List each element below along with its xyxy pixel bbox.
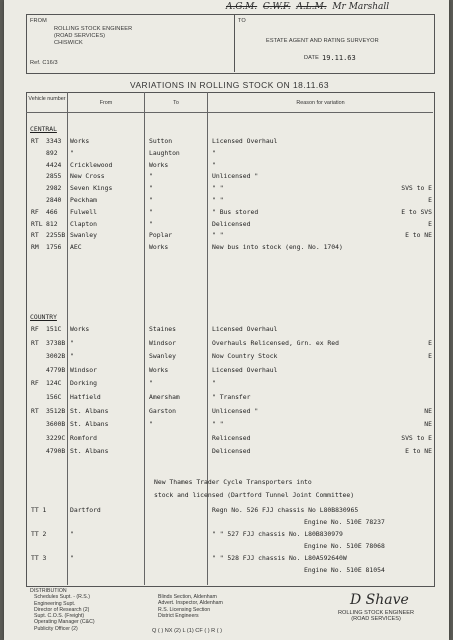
reason-cell: " " <box>212 420 224 429</box>
to-cell: " <box>149 379 153 388</box>
from-cell: St. Albans <box>70 420 109 429</box>
vehicle-number: 2855 <box>46 172 62 181</box>
col-header-reason: Reason for variation <box>296 100 345 106</box>
distribution-item: R.S. Licensing Section <box>158 606 211 613</box>
vehicle-number: 4790B <box>46 447 66 456</box>
section-country: COUNTRY <box>30 313 57 321</box>
right-code-cell: E to SVS <box>401 207 432 216</box>
reason-cell: Licensed Overhaul <box>212 365 278 374</box>
vehicle-number: 2840 <box>46 196 62 204</box>
from-cell: Seven Kings <box>70 184 113 193</box>
engine-cell: Engine No. 510E 78068 <box>304 542 385 550</box>
from-line-2: (ROAD SERVICES) <box>54 33 106 39</box>
handwritten-header-marks: A.G.M. C.W.F. A.L.M. Mr Marshall <box>226 2 390 12</box>
right-code-cell: E <box>428 338 432 347</box>
note-line-1: New Thames Trader Cycle Transporters into <box>154 478 312 486</box>
from-cell: Fulwell <box>70 207 97 216</box>
registration-cell: " " 527 FJJ chassis No. L80B830979 <box>212 530 343 538</box>
vehicle-prefix: RT <box>31 338 39 347</box>
distribution-item: District Engineers <box>158 612 199 619</box>
page-title: VARIATIONS IN ROLLING STOCK ON 18.11.63 <box>130 80 329 90</box>
signoff-line-1: ROLLING STOCK ENGINEER <box>338 610 415 616</box>
reason-cell: " Transfer <box>212 393 251 401</box>
reason-cell: Delicensed <box>212 447 251 456</box>
right-code-cell: E to NE <box>405 231 432 240</box>
vehicle-number: 3600B <box>46 420 66 429</box>
from-cell: " <box>70 148 74 157</box>
to-cell: " <box>149 420 153 429</box>
reason-cell: " <box>212 379 216 388</box>
right-code-cell: E <box>428 196 432 204</box>
from-line-3: CHISWICK <box>54 40 83 46</box>
to-cell: " <box>149 196 153 204</box>
date-label: DATE <box>304 55 319 61</box>
from-cell: Works <box>70 137 90 145</box>
to-cell: " <box>149 219 153 228</box>
vehicle-number: 1756 <box>46 243 62 252</box>
transporter-id: TT 2 <box>31 530 47 538</box>
distribution-item: Blinds Section, Aldenham <box>158 594 217 600</box>
to-cell: Sutton <box>149 137 173 145</box>
from-cell: Dorking <box>70 379 97 388</box>
from-cell: " <box>70 530 74 538</box>
vehicle-number: 3512B <box>46 406 66 415</box>
from-cell: " <box>70 352 74 361</box>
distribution-block <box>30 588 95 632</box>
vehicle-number: 466 <box>46 207 58 216</box>
col-divider-3 <box>207 92 208 585</box>
signoff-line-2: (ROAD SERVICES) <box>351 616 401 623</box>
reason-cell: Unlicensed " <box>212 172 259 181</box>
distribution-codes: Q ( ) NX (2) L (1) CF ( ) R ( ) <box>152 628 223 634</box>
to-cell: Laughton <box>149 148 180 157</box>
from-cell: St. Albans <box>70 406 109 415</box>
vehicle-number: 4779B <box>46 365 66 374</box>
section-central: CENTRAL <box>30 125 57 133</box>
document-page <box>4 0 449 640</box>
to-text: ESTATE AGENT AND RATING SURVEYOR <box>266 38 379 44</box>
distribution-item: Supt. C.O.S. (Freight) <box>34 613 85 620</box>
reason-cell: Overhauls Relicensed, Grn. ex Red <box>212 338 339 347</box>
reason-cell: Licensed Overhaul <box>212 325 278 333</box>
distribution-item: Schedules Supt. - (R.S.) <box>34 594 90 601</box>
to-cell: " <box>149 184 153 193</box>
from-cell: " <box>70 338 74 347</box>
engine-cell: Engine No. 510E 81054 <box>304 566 385 574</box>
transporter-id: TT 1 <box>31 506 47 514</box>
right-code-cell: E to NE <box>405 447 432 456</box>
right-code-cell: NE <box>424 406 432 415</box>
vehicle-number: 3002B <box>46 352 66 361</box>
to-cell: Works <box>149 365 169 374</box>
reason-cell: " " <box>212 231 224 240</box>
from-label: FROM <box>30 18 47 24</box>
registration-cell: " " 528 FJJ chassis No. L80A592640W <box>212 554 347 562</box>
to-cell: " <box>149 207 153 216</box>
header-box <box>26 14 435 74</box>
from-cell: Hatfield <box>70 393 101 401</box>
registration-cell: Regn No. 526 FJJ chassis No L80B830965 <box>212 506 359 514</box>
reason-cell: Unlicensed " <box>212 406 259 415</box>
vehicle-number: 3229C <box>46 433 66 442</box>
vehicle-number: 3738B <box>46 338 66 347</box>
to-label: TO <box>238 18 246 24</box>
from-cell: Works <box>70 325 90 333</box>
to-cell: Staines <box>149 325 176 333</box>
right-code-cell: NE <box>424 420 432 429</box>
reason-cell: Licensed Overhaul <box>212 137 278 145</box>
vehicle-number: 124C <box>46 379 62 388</box>
vehicle-prefix: RF <box>31 379 39 388</box>
vehicle-prefix: RM <box>31 243 39 252</box>
header-row-divider <box>26 112 433 113</box>
col-header-vehicle: Vehicle number <box>28 96 66 102</box>
col-header-from: From <box>99 100 113 106</box>
right-code-cell: E <box>428 352 432 361</box>
right-code-cell: E <box>428 219 432 228</box>
signature: D Shave <box>350 592 409 608</box>
from-cell: Peckham <box>70 196 97 204</box>
reason-cell: " <box>212 148 216 157</box>
vehicle-prefix: RF <box>31 207 39 216</box>
from-cell: Swanley <box>70 231 97 240</box>
distribution-mid-block <box>158 594 223 619</box>
to-cell: Windsor <box>149 338 176 347</box>
signoff-block <box>338 610 414 623</box>
reason-cell: New bus into stock (eng. No. 1704) <box>212 243 343 252</box>
vehicle-prefix: RTL <box>31 219 43 228</box>
from-cell: " <box>70 554 74 562</box>
vehicle-prefix: RF <box>31 325 39 333</box>
reason-cell: " " <box>212 196 224 204</box>
distribution-title: DISTRIBUTION <box>30 588 67 594</box>
from-cell: St. Albans <box>70 447 109 456</box>
transporter-id: TT 3 <box>31 554 47 562</box>
reason-cell: " Bus stored <box>212 207 259 216</box>
header-divider <box>234 14 235 72</box>
vehicle-number: 3343 <box>46 137 62 145</box>
ref-number: Ref. C16/3 <box>30 60 58 66</box>
distribution-item: Operating Manager (C&C) <box>34 619 95 626</box>
from-cell: AEC <box>70 243 82 252</box>
from-line-1: ROLLING STOCK ENGINEER <box>54 26 133 32</box>
col-divider-1 <box>67 92 68 585</box>
right-code-cell: SVS to E <box>401 433 432 442</box>
note-line-2: stock and licensed (Dartford Tunnel Joint Committee) <box>154 491 355 499</box>
vehicle-number: 892 <box>46 148 58 157</box>
vehicle-number: 2255B <box>46 231 66 240</box>
from-cell: Romford <box>70 433 97 442</box>
from-cell: Clapton <box>70 219 97 228</box>
reason-cell: Now Country Stock <box>212 352 278 361</box>
reason-cell: Relicensed <box>212 433 251 442</box>
reason-cell: Delicensed <box>212 219 251 228</box>
vehicle-prefix: RT <box>31 231 39 240</box>
from-cell: New Cross <box>70 172 105 181</box>
vehicle-prefix: RT <box>31 137 39 145</box>
right-code-cell: SVS to E <box>401 184 432 193</box>
date-value: 19.11.63 <box>322 54 356 62</box>
from-cell: Windsor <box>70 365 97 374</box>
reason-cell: " " <box>212 184 224 193</box>
from-cell: Cricklewood <box>70 160 113 169</box>
from-cell: Dartford <box>70 506 101 514</box>
to-cell: Works <box>149 160 169 169</box>
col-header-to: To <box>173 100 179 106</box>
col-divider-2 <box>144 92 145 585</box>
distribution-item: Publicity Officer (2) <box>34 625 78 632</box>
engine-cell: Engine No. 510E 78237 <box>304 518 385 526</box>
reason-cell: " <box>212 160 216 169</box>
to-cell: Garston <box>149 406 176 415</box>
to-cell: Works <box>149 243 169 252</box>
vehicle-prefix: RT <box>31 406 39 415</box>
vehicle-number: 4424 <box>46 160 62 169</box>
to-cell: Amersham <box>149 393 180 401</box>
to-cell: Swanley <box>149 352 176 361</box>
to-cell: " <box>149 172 153 181</box>
vehicle-number: 156C <box>46 393 62 401</box>
vehicle-number: 812 <box>46 219 58 228</box>
vehicle-number: 2982 <box>46 184 62 193</box>
vehicle-number: 151C <box>46 325 62 333</box>
distribution-item: Advert. Inspector, Aldenham <box>158 600 223 607</box>
distribution-item: Engineering Supt. <box>34 600 76 607</box>
to-cell: Poplar <box>149 231 173 240</box>
distribution-item: Director of Research (2) <box>34 606 90 613</box>
